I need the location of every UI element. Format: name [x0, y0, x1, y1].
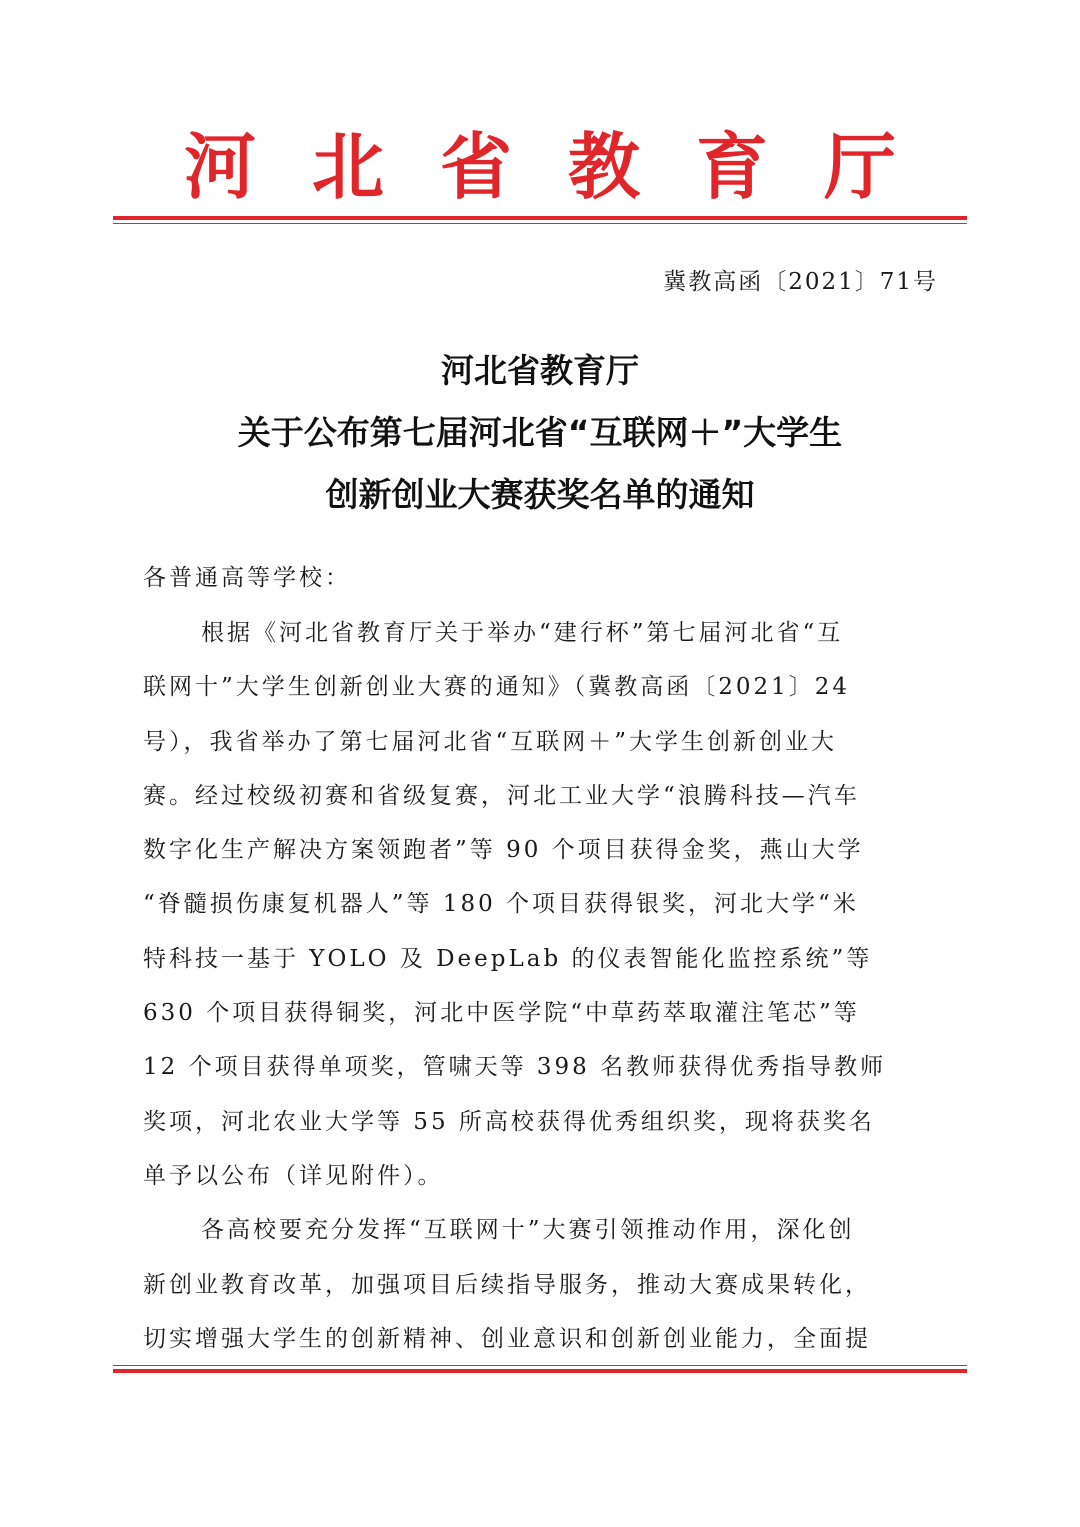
paragraph-1-line: 根据《河北省教育厅关于举办“建行杯”第七届河北省“互 [201, 620, 844, 646]
title-line-2: 关于公布第七届河北省“互联网＋”大学生 [237, 413, 843, 452]
paragraph-1-line: 数字化生产解决方案领跑者”等 90 个项目获得金奖，燕山大学 [143, 837, 864, 864]
paragraph-1-line: 12 个项目获得单项奖，管啸天等 398 名教师获得优秀指导教师 [143, 1054, 887, 1081]
paragraph-1-line: 号），我省举办了第七届河北省“互联网＋”大学生创新创业大 [143, 728, 838, 755]
paragraph-1-line: 赛。经过校级初赛和省级复赛，河北工业大学“浪腾科技—汽车 [143, 782, 860, 809]
body-text [143, 606, 939, 1366]
paragraph-1-line: 联网十”大学生创新创业大赛的通知》（冀教高函〔2021〕24 [143, 674, 851, 701]
salutation: 各普通高等学校： [143, 565, 351, 591]
paragraph-1-line: “脊髓损伤康复机器人”等 180 个项目获得银奖，河北大学“米 [143, 891, 859, 918]
masthead-title: 河北省教育厅 [183, 124, 952, 209]
paragraph-1-line: 单予以公布（详见附件）。 [143, 1162, 444, 1189]
paragraph-2-line: 新创业教育改革，加强项目后续指导服务，推动大赛成果转化， [143, 1271, 871, 1298]
footer-rule-thick [113, 1369, 967, 1373]
paragraph-1-line: 630 个项目获得铜奖，河北中医学院“中草药萃取灌注笔芯”等 [143, 1000, 860, 1027]
document-title [140, 340, 940, 526]
footer-rule-thin [113, 1365, 967, 1366]
paragraph-1-line: 奖项，河北农业大学等 55 所高校获得优秀组织奖，现将获奖名 [143, 1108, 875, 1135]
footer-red-rule [113, 1365, 967, 1373]
paragraph-2-line: 各高校要充分发挥“互联网十”大赛引领推动作用，深化创 [201, 1217, 855, 1244]
title-line-1: 河北省教育厅 [441, 351, 639, 390]
document-number: 冀教高函〔2021〕71号 [663, 269, 938, 295]
paragraph-2-line: 切实增强大学生的创新精神、创业意识和创新创业能力，全面提 [143, 1325, 871, 1352]
header-rule-thin [113, 223, 967, 224]
title-line-3: 创新创业大赛获奖名单的通知 [325, 475, 755, 514]
paragraph-1-line: 特科技一基于 YOLO 及 DeepLab 的仪表智能化监控系统”等 [143, 945, 873, 972]
header-rule-thick [113, 216, 967, 220]
header-red-rule [113, 216, 967, 224]
